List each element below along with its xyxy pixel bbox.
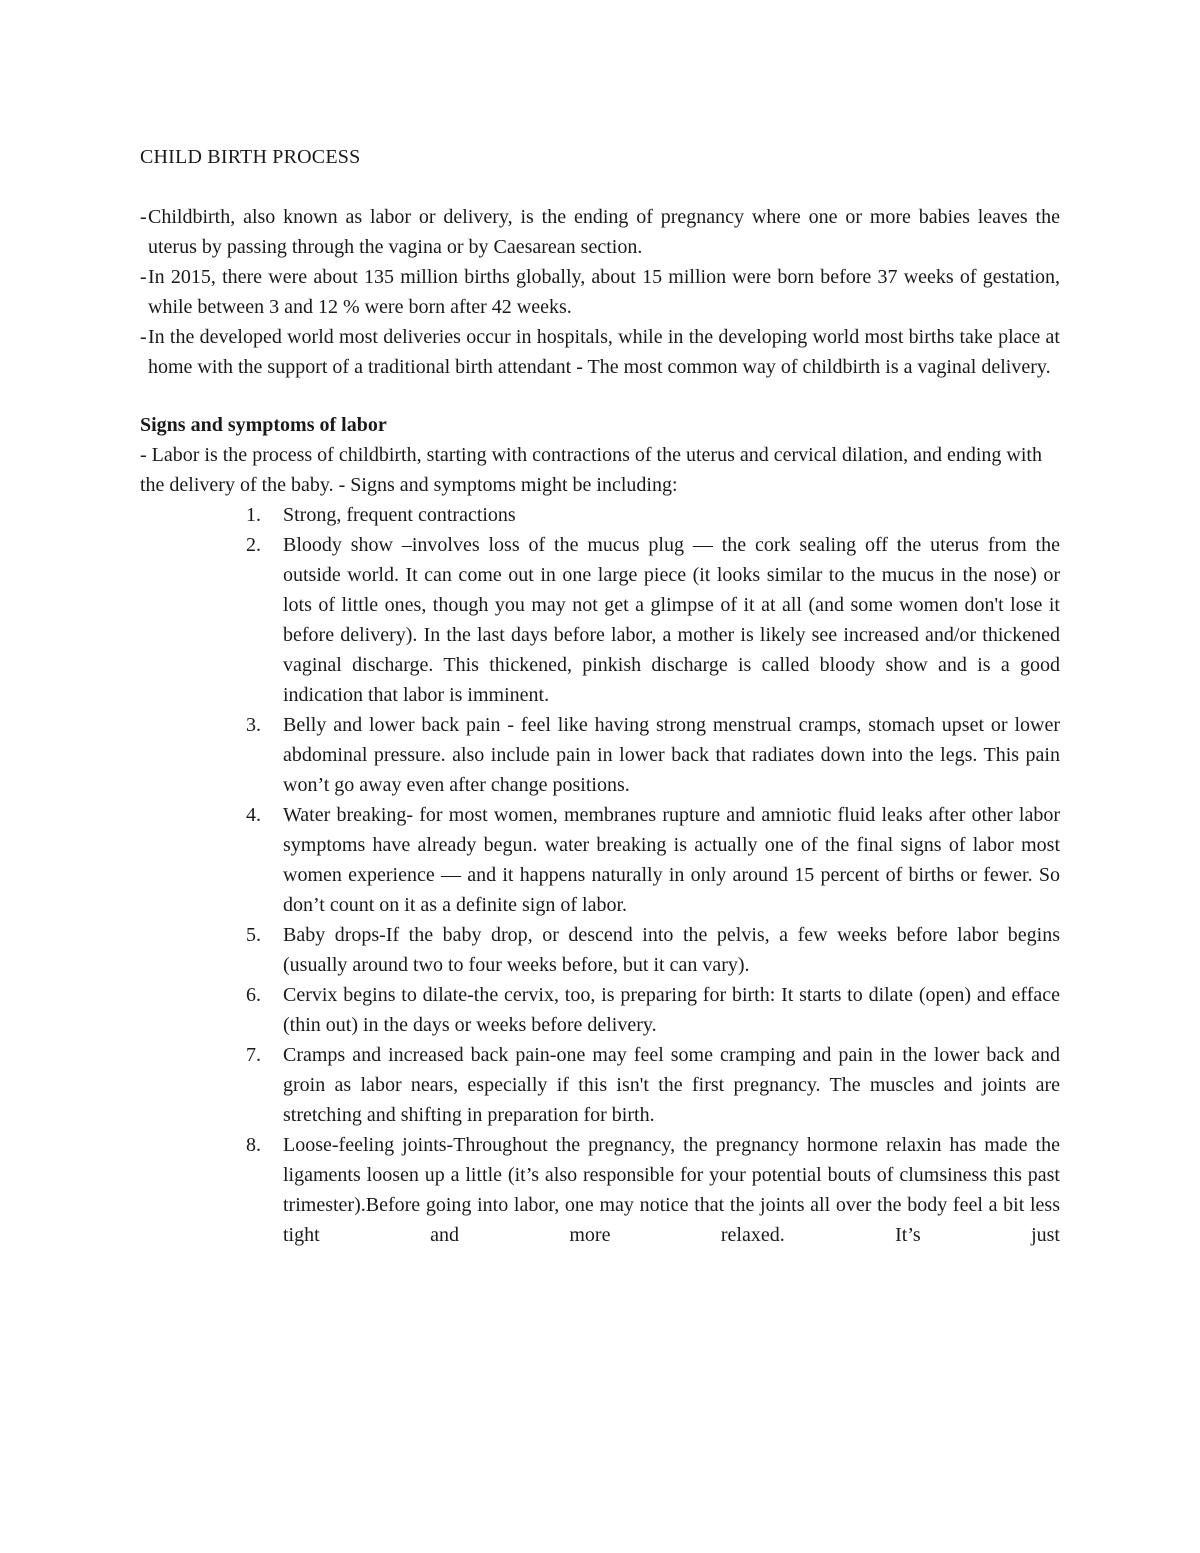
intro-text: In 2015, there were about 135 million births globally, about 15 million were born before 37 weeks of gestation, while between 3 and 12 % were born after 42 weeks. (148, 266, 1060, 318)
sign-number: 1. (246, 504, 261, 526)
sign-number: 8. (246, 1134, 261, 1156)
sign-text: Bloody show –involves loss of the mucus plug — the cork sealing off the uterus from the outside world. It can come out in one large piece (it looks similar to the mucus in the nose) or lots of little ones, though you may not get a glimpse of it at all (and some women don't lose it before delivery). In the last days before labor, a mother is likely see increased and/or thickened vaginal discharge. This thickened, pinkish discharge is called bloody show and is a good indication that labor is imminent. (283, 534, 1060, 706)
section-lead: - Labor is the process of childbirth, starting with contractions of the uterus and cervical dilation, and ending with the delivery of the baby. - Signs and symptoms might be including: (140, 444, 1042, 496)
sign-text: Cramps and increased back pain-one may feel some cramping and pain in the lower back and groin as labor nears, especially if this isn't the first pregnancy. The muscles and joints are stretching and shifting in preparation for birth. (283, 1044, 1060, 1126)
section-heading: Signs and symptoms of labor (140, 414, 387, 436)
sign-number: 7. (246, 1044, 261, 1066)
sign-text: Water breaking- for most women, membranes rupture and amniotic fluid leaks after other labor symptoms have already begun. water breaking is actually one of the final signs of labor most women experience — and it happens naturally in only around 15 percent of births or fewer. So don’t count on it as a definite sign of labor. (283, 804, 1060, 916)
sign-number: 4. (246, 804, 261, 826)
sign-text: Belly and lower back pain - feel like having strong menstrual cramps, stomach upset or lower abdominal pressure. also include pain in lower back that radiates down into the legs. This pain won’t go away even after change positions. (283, 714, 1060, 796)
sign-text: Cervix begins to dilate-the cervix, too, is preparing for birth: It starts to dilate (open) and efface (thin out) in the days or weeks before delivery. (283, 984, 1060, 1036)
sign-item (140, 1130, 1060, 1250)
intro-list (140, 202, 1060, 382)
intro-item (140, 322, 1060, 382)
sign-number: 3. (246, 714, 261, 736)
sign-item (140, 500, 1060, 530)
sign-text: Baby drops-If the baby drop, or descend into the pelvis, a few weeks before labor begins (usually around two to four weeks before, but it can vary). (283, 924, 1060, 976)
document-title: CHILD BIRTH PROCESS (140, 146, 361, 168)
sign-text: Strong, frequent contractions (283, 504, 516, 526)
sign-number: 6. (246, 984, 261, 1006)
sign-item (140, 920, 1060, 980)
intro-text: In the developed world most deliveries occur in hospitals, while in the developing world most births take place at home with the support of a traditional birth attendant - The most common way of childbirth is a vaginal delivery. (148, 326, 1060, 378)
intro-item (140, 202, 1060, 262)
intro-dash: - (140, 326, 147, 348)
sign-item (140, 710, 1060, 800)
sign-item (140, 530, 1060, 710)
sign-item (140, 1040, 1060, 1130)
sign-item (140, 800, 1060, 920)
intro-item (140, 262, 1060, 322)
intro-dash: - (140, 206, 147, 228)
sign-number: 5. (246, 924, 261, 946)
sign-number: 2. (246, 534, 261, 556)
sign-text: Loose-feeling joints-Throughout the pregnancy, the pregnancy hormone relaxin has made the ligaments loosen up a little (it’s also responsible for your potential bouts of clumsiness this past trimester).Before going into labor, one may notice that the joints all over the body feel a bit less tight and more relaxed. It’s just (283, 1134, 1060, 1246)
intro-dash: - (140, 266, 147, 288)
intro-text: Childbirth, also known as labor or delivery, is the ending of pregnancy where one or more babies leaves the uterus by passing through the vagina or by Caesarean section. (148, 206, 1060, 258)
sign-item (140, 980, 1060, 1040)
document-page (140, 142, 1060, 1250)
signs-list (140, 500, 1060, 1250)
